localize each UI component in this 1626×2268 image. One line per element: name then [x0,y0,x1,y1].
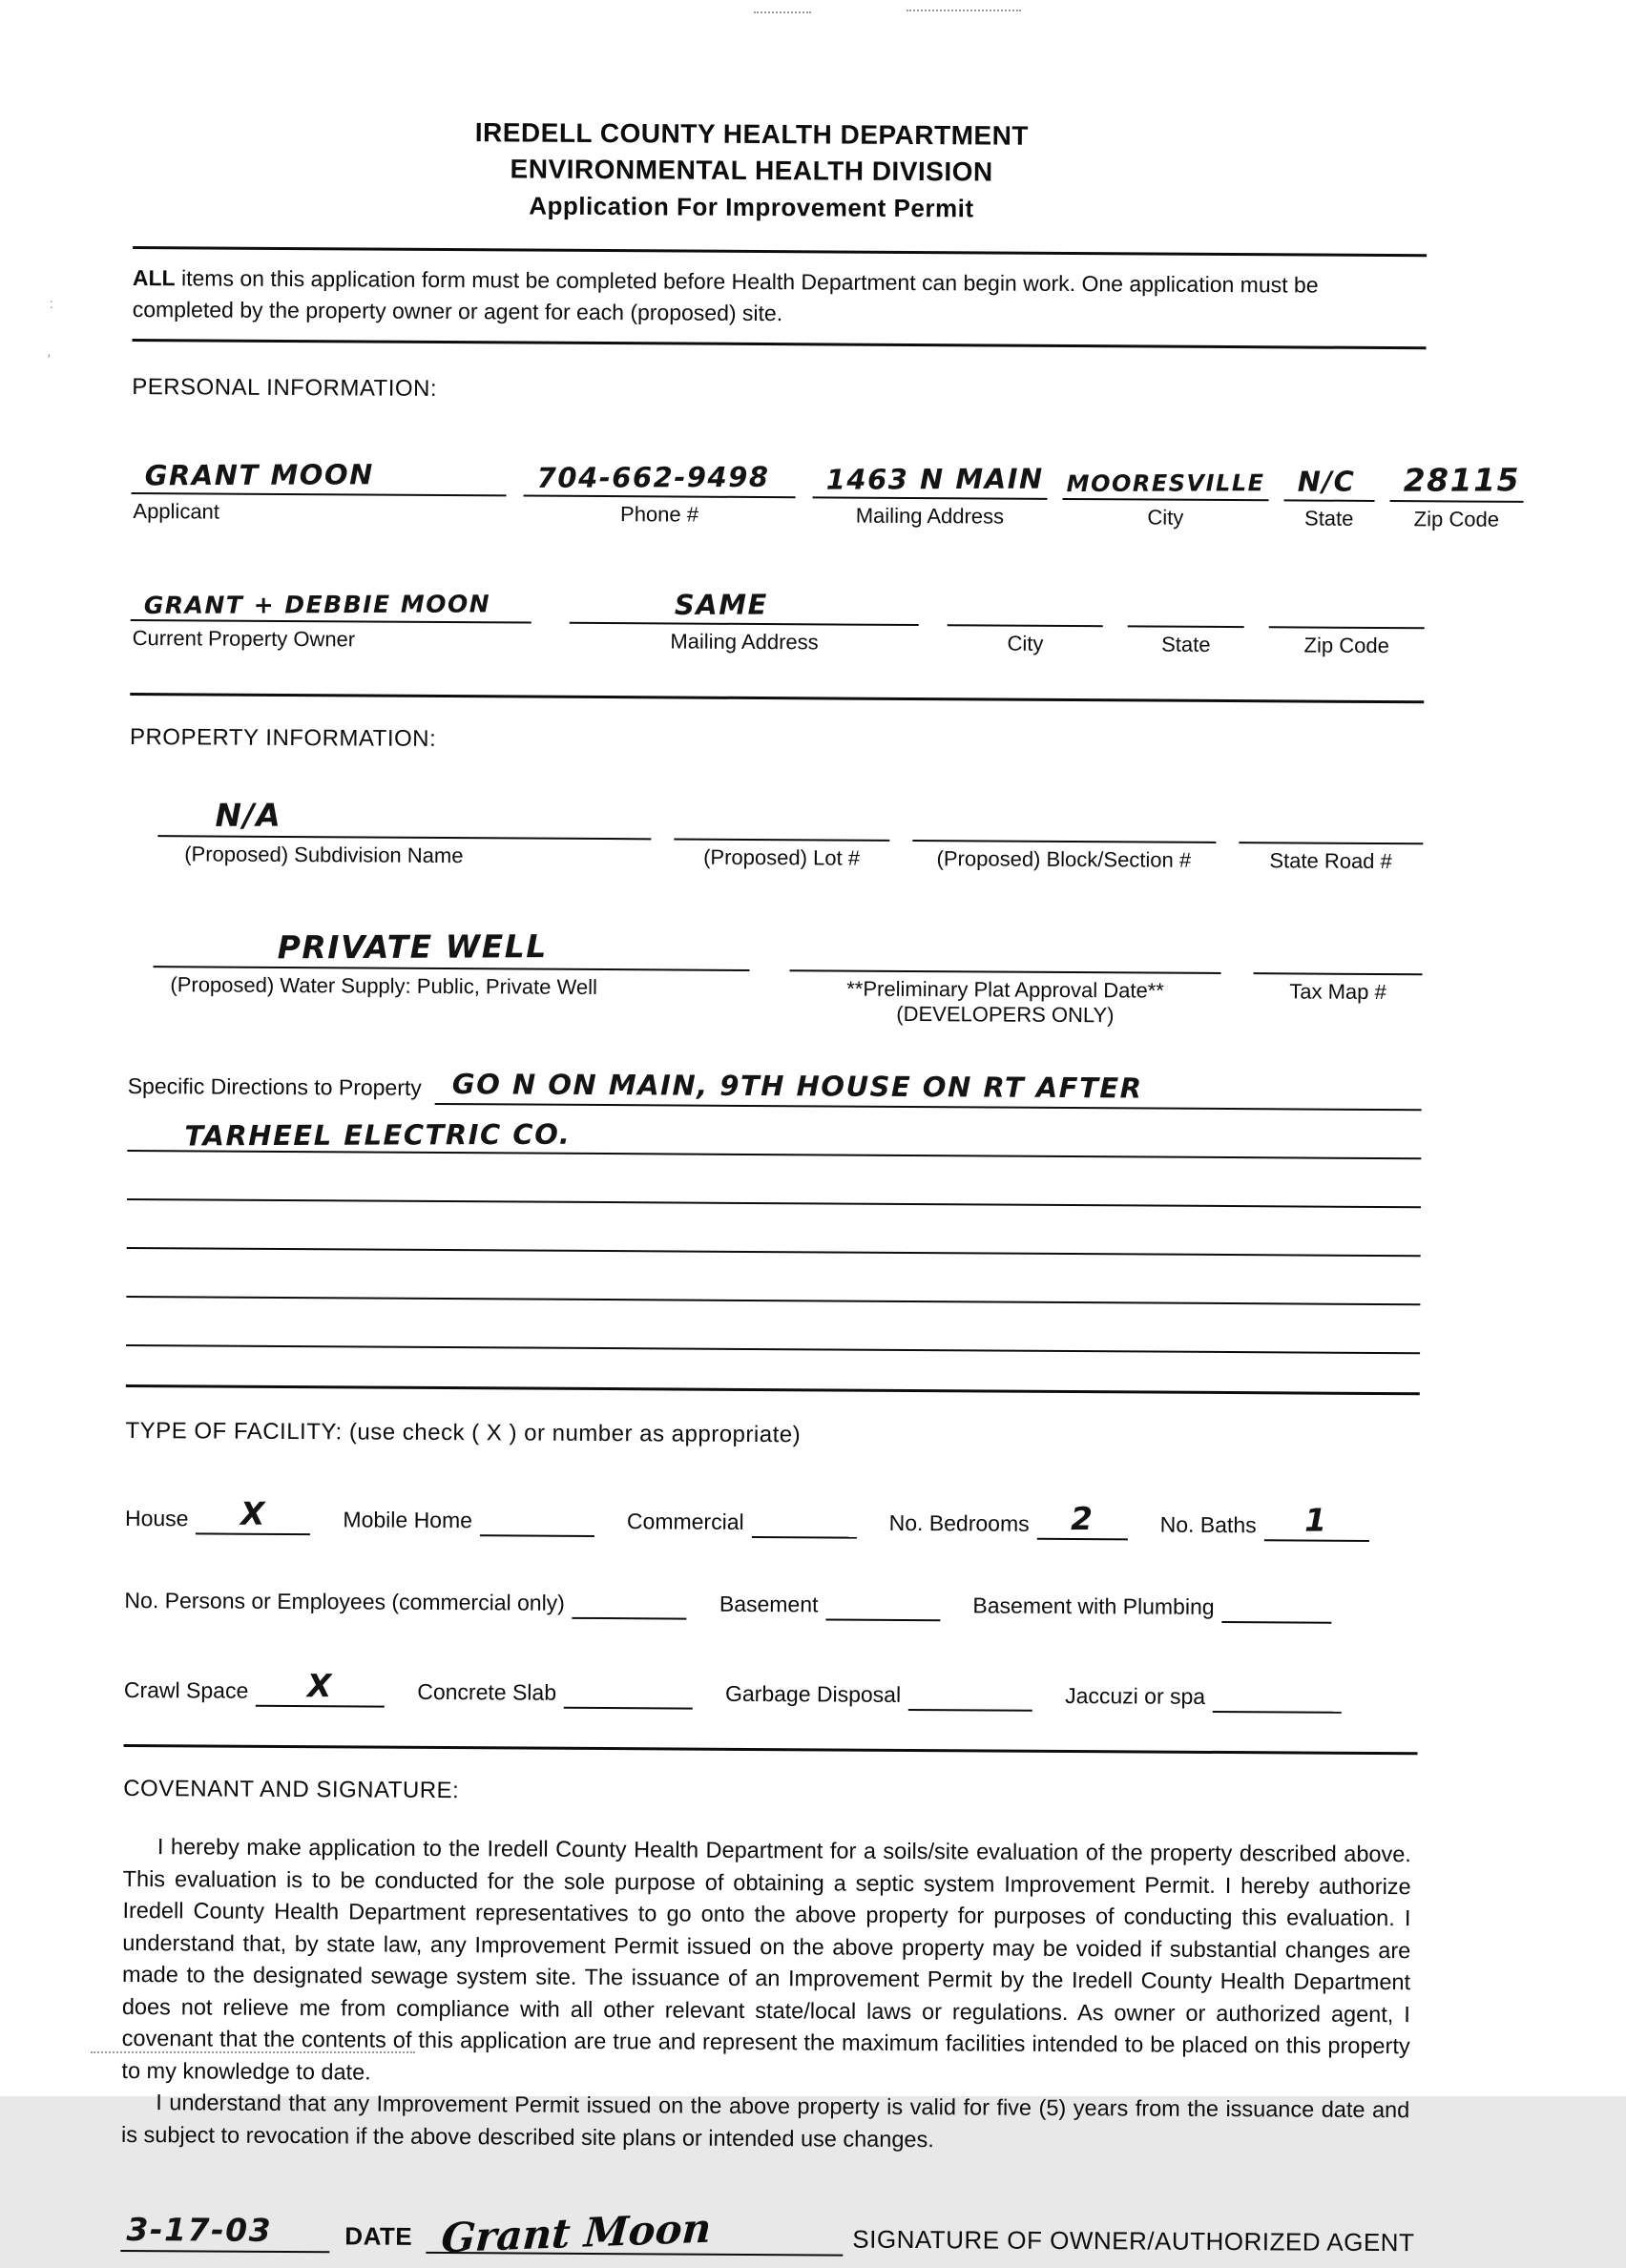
intro-paragraph [133,262,1417,333]
basement-plumbing-field [972,1589,1331,1623]
owner-zip-field [1269,584,1425,658]
divider [133,339,1427,349]
form-title: Application For Improvement Permit [133,185,1369,229]
directions-label: Specific Directions to Property [128,1073,422,1105]
jaccuzi-field [1065,1679,1342,1714]
mobile-home-label: Mobile Home [343,1507,472,1536]
baths-field [1160,1501,1369,1542]
date-label: DATE [344,2221,412,2251]
scan-artifact: ′ [48,351,51,366]
owner-state-label: State [1128,627,1244,657]
crawl-space-label: Crawl Space [124,1677,249,1707]
phone-field [524,453,796,529]
baths-label: No. Baths [1160,1512,1257,1542]
water-supply-label: (Proposed) Water Supply: Public, Private Well [153,968,749,1001]
facility-row-2 [124,1584,1418,1624]
persons-employees-label: No. Persons or Employees (commercial only) [124,1588,565,1619]
covenant-heading: COVENANT AND SIGNATURE: [123,1776,1417,1810]
basement-label: Basement [719,1592,819,1621]
owner-state-field [1128,583,1244,657]
directions-field [128,1066,1422,1111]
zip-field [1389,458,1524,532]
state-road-label: State Road # [1239,843,1423,874]
division-title: ENVIRONMENTAL HEALTH DIVISION [134,149,1370,193]
covenant-paragraph-2-text: I understand that any Improvement Permit issued on the above property is valid for five (5) years from the issuance date and is subject to revocation if the above described site plans or intended use changes. [121,2090,1409,2151]
facility-row-1 [125,1494,1419,1542]
lot-field [674,796,889,870]
jaccuzi-label: Jaccuzi or spa [1065,1683,1205,1713]
crawl-space-value: X [307,1667,333,1704]
block-section-field [912,798,1217,873]
water-supply-value: PRIVATE WELL [278,927,548,966]
personal-info-heading: PERSONAL INFORMATION: [132,374,1426,408]
owner-city-label: City [948,626,1103,656]
department-title: IREDELL COUNTY HEALTH DEPARTMENT [134,113,1370,156]
state-value: N/C [1297,466,1355,498]
form-header [133,113,1370,229]
scan-artifact [754,11,811,13]
subdivision-value: N/A [215,797,281,834]
blank-ruled-line [126,1298,1420,1354]
state-label: State [1283,501,1374,531]
city-field [1062,456,1268,531]
commercial-field [627,1505,857,1538]
garbage-disposal-label: Garbage Disposal [725,1681,901,1711]
bedrooms-field [889,1499,1128,1541]
plat-approval-label-line2: (DEVELOPERS ONLY) [896,1002,1114,1027]
tax-map-field [1254,930,1423,1005]
owner-mailing-label: Mailing Address [570,624,919,655]
divider [133,246,1427,257]
block-section-label: (Proposed) Block/Section # [912,842,1216,873]
plat-approval-field [789,927,1221,1029]
mailing-address-label: Mailing Address [812,498,1047,530]
bedrooms-label: No. Bedrooms [889,1510,1030,1540]
house-field [125,1494,311,1535]
water-supply-field [153,924,750,1001]
bedrooms-value: 2 [1071,1500,1094,1537]
owner-city-field [948,582,1103,656]
zip-value: 28115 [1403,461,1519,499]
blank-ruled-line [127,1152,1421,1208]
lot-label: (Proposed) Lot # [674,840,889,870]
property-info-heading: PROPERTY INFORMATION: [130,724,1424,759]
owner-mailing-field [570,580,920,655]
date-line [120,2211,329,2253]
tax-map-label: Tax Map # [1254,974,1423,1005]
directions-value-line1: GO N ON MAIN, 9TH HOUSE ON RT AFTER [452,1068,1143,1104]
divider [130,693,1424,703]
facility-row-3 [124,1666,1418,1714]
basement-field [719,1588,941,1621]
signature-label: SIGNATURE OF OWNER/AUTHORIZED AGENT [852,2225,1414,2258]
concrete-slab-label: Concrete Slab [417,1679,556,1709]
garbage-disposal-field [725,1677,1032,1712]
state-road-field [1239,800,1424,874]
directions-line-2 [127,1103,1421,1159]
house-value: X [240,1495,266,1532]
blank-ruled-line [127,1200,1421,1257]
covenant-paragraph-1 [121,1831,1411,2094]
mobile-home-field [343,1503,594,1537]
intro-bold-word: ALL [133,265,176,290]
state-field [1283,457,1374,531]
phone-value: 704-662-9498 [537,461,770,494]
applicant-label: Applicant [131,494,506,526]
divider [124,1744,1418,1755]
applicant-value: GRANT MOON [145,458,374,491]
plat-approval-label-line1: **Preliminary Plat Approval Date** [846,977,1164,1003]
property-owner-value: GRANT + DEBBIE MOON [144,590,490,619]
persons-employees-field [124,1584,687,1620]
covenant-paragraph-2 [121,2087,1409,2158]
owner-mailing-value: SAME [675,589,768,621]
commercial-label: Commercial [627,1509,744,1538]
applicant-field [131,450,507,526]
facility-heading: TYPE OF FACILITY: (use check ( X ) or number as appropriate) [125,1418,1419,1452]
phone-label: Phone # [524,497,796,529]
blank-ruled-line [126,1249,1420,1305]
owner-zip-label: Zip Code [1269,628,1425,658]
mailing-address-value: 1463 N MAIN [826,463,1044,496]
property-owner-field [131,577,532,654]
divider [126,1384,1420,1395]
basement-plumbing-label: Basement with Plumbing [972,1592,1214,1623]
crawl-space-field [124,1666,386,1708]
subdivision-field [157,793,652,869]
intro-text: items on this application form must be completed before Health Department can begin work. One application must be completed by the property owner or agent for each (proposed) site. [133,265,1319,325]
city-value: MOORESVILLE [1067,469,1265,497]
owner-signature: Grant Moon [440,2210,712,2258]
covenant-paragraph-1-text: I hereby make application to the Iredell County Health Department for a soils/site evaluation of the property described above. This evaluation is to be conducted for the sole purpose of obtaining a septic system Improvement Permit. I hereby authorize Iredell County Health Department representatives to go onto the above property for purposes of conducting this evaluation. I understand that, by state law, any Improvement Permit issued on the above property may be voided if substantial changes are made to the designated sewage system site. The issuance of an Improvement Permit by the Iredell County Health Department does not relieve me from compliance with all other relevant state/local laws or regulations. As owner or authorized agent, I covenant that the contents of this application are true and represent the maximum facilities intended to be placed on this property to my knowledge to date. [121,1834,1411,2084]
scan-artifact [907,10,1021,11]
plat-approval-label [789,971,1221,1029]
date-signature-row [120,2200,1414,2259]
house-label: House [125,1506,189,1534]
concrete-slab-field [417,1675,693,1710]
subdivision-label: (Proposed) Subdivision Name [157,837,651,869]
directions-value-line2: TARHEEL ELECTRIC CO. [184,1118,571,1153]
zip-label: Zip Code [1389,502,1523,532]
signature-line [426,2202,843,2257]
scan-artifact: : [50,296,53,311]
date-value: 3-17-03 [126,2211,272,2249]
property-owner-label: Current Property Owner [131,621,532,654]
mailing-address-field [812,454,1048,530]
city-label: City [1062,500,1268,531]
baths-value: 1 [1304,1502,1328,1539]
